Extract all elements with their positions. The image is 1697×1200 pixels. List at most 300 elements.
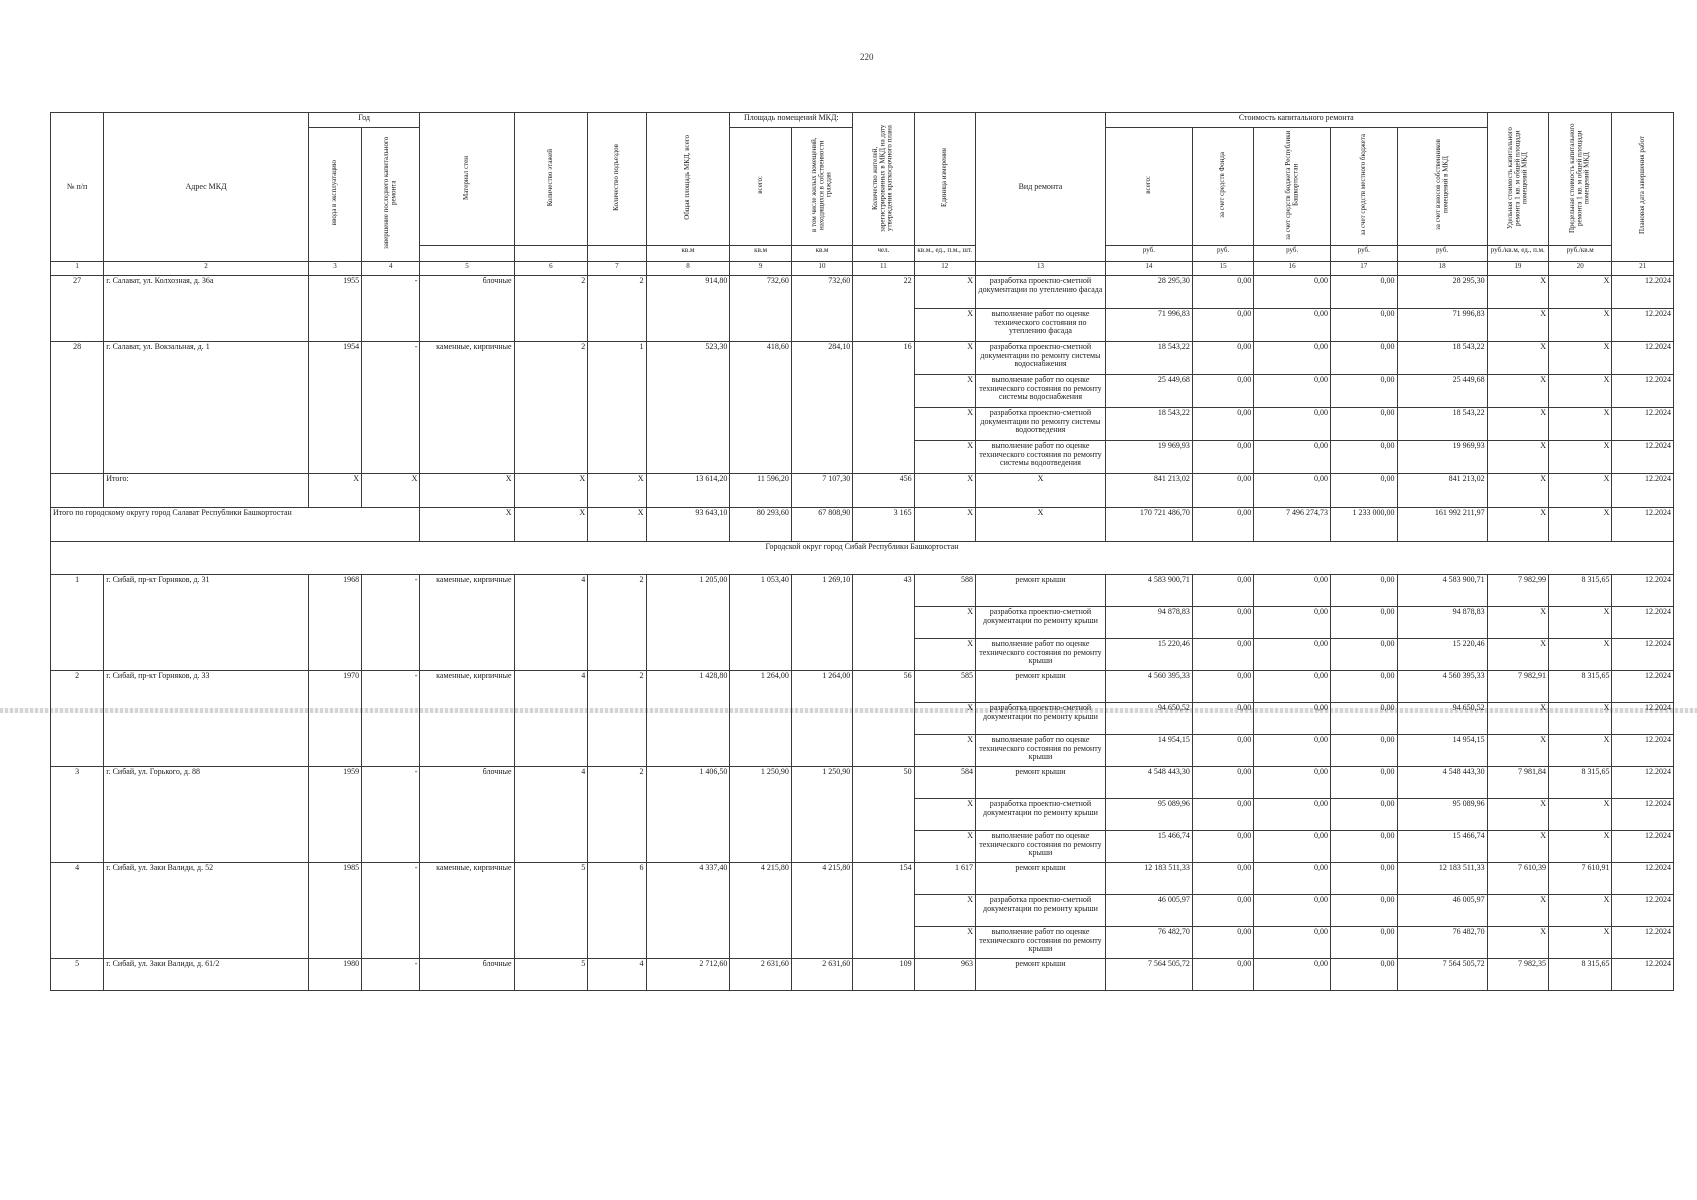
entrances-count: 2 xyxy=(588,670,646,766)
header-cost-local: за счет средств местного бюджета xyxy=(1331,128,1398,246)
row-number: 28 xyxy=(51,341,104,473)
deadline-date: 12.2024 xyxy=(1612,958,1674,990)
deadline-date: 12.2024 xyxy=(1612,798,1674,830)
header-area-all: всего: xyxy=(730,128,791,246)
cost-rb: 0,00 xyxy=(1254,374,1331,407)
deadline-date: 12.2024 xyxy=(1612,670,1674,702)
subtotal-row xyxy=(51,473,1674,507)
total-area: 4 337,40 xyxy=(646,862,730,958)
column-number: 2 xyxy=(104,261,309,275)
specific-cost: X xyxy=(1487,702,1548,734)
area-all: 1 264,00 xyxy=(730,670,791,766)
max-cost: X xyxy=(1549,798,1612,830)
cost-total: 95 089,96 xyxy=(1105,798,1192,830)
column-number: 20 xyxy=(1549,261,1612,275)
x-mark: X xyxy=(975,473,1105,507)
floors-count: 4 xyxy=(514,670,588,766)
city-total-label: Итого по городскому округу город Салават Республики Башкортостан xyxy=(51,507,420,541)
specific-cost: 7 610,39 xyxy=(1487,862,1548,894)
cost-total: 7 564 505,72 xyxy=(1105,958,1192,990)
cost-owners: 28 295,30 xyxy=(1397,275,1487,308)
unit-cell: руб. xyxy=(1254,245,1331,261)
wall-material: каменные, кирпичные xyxy=(420,862,514,958)
column-number: 15 xyxy=(1192,261,1253,275)
cost-total: 4 583 900,71 xyxy=(1105,574,1192,606)
max-cost: 8 315,65 xyxy=(1549,670,1612,702)
residents-count: 22 xyxy=(853,275,914,341)
header-cost-group: Стоимость капитального ремонта xyxy=(1105,113,1487,128)
work-type: разработка проектно-сметной документации по ремонту системы водоотведения xyxy=(975,407,1105,440)
cost-owners: 841 213,02 xyxy=(1397,473,1487,507)
work-type: выполнение работ по оценке технического состояния по ремонту крыши xyxy=(975,926,1105,958)
work-unit: X xyxy=(914,606,975,638)
cost-local: 0,00 xyxy=(1331,374,1398,407)
max-cost: 8 315,65 xyxy=(1549,766,1612,798)
cost-fund: 0,00 xyxy=(1192,341,1253,374)
year-last-repair: - xyxy=(362,574,420,670)
specific-cost: X xyxy=(1487,734,1548,766)
cost-owners: 161 992 211,97 xyxy=(1397,507,1487,541)
cost-total: 94 650,52 xyxy=(1105,702,1192,734)
header-year-last-repair: завершение последнего капитального ремонта xyxy=(362,128,420,262)
cost-local: 0,00 xyxy=(1331,638,1398,670)
x-mark: X xyxy=(1549,473,1612,507)
cost-rb: 0,00 xyxy=(1254,830,1331,862)
cost-total: 4 548 443,30 xyxy=(1105,766,1192,798)
header-cost-owners: за счет взносов собственников помещений в МКД xyxy=(1397,128,1487,246)
specific-cost: X xyxy=(1487,374,1548,407)
cost-local: 0,00 xyxy=(1331,830,1398,862)
max-cost: 7 610,91 xyxy=(1549,862,1612,894)
cost-fund: 0,00 xyxy=(1192,766,1253,798)
cost-owners: 14 954,15 xyxy=(1397,734,1487,766)
work-type: разработка проектно-сметной документации по ремонту крыши xyxy=(975,798,1105,830)
unit-cell xyxy=(588,245,646,261)
total-area: 13 614,20 xyxy=(646,473,730,507)
column-number: 6 xyxy=(514,261,588,275)
deadline-date: 12.2024 xyxy=(1612,894,1674,926)
specific-cost: 7 982,91 xyxy=(1487,670,1548,702)
cost-local: 0,00 xyxy=(1331,670,1398,702)
cost-local: 0,00 xyxy=(1331,766,1398,798)
year-last-repair: - xyxy=(362,958,420,990)
cost-owners: 12 183 511,33 xyxy=(1397,862,1487,894)
cost-fund: 0,00 xyxy=(1192,702,1253,734)
deadline-date: 12.2024 xyxy=(1612,473,1674,507)
column-number: 17 xyxy=(1331,261,1398,275)
work-unit: X xyxy=(914,374,975,407)
specific-cost: X xyxy=(1487,638,1548,670)
residents-count: 109 xyxy=(853,958,914,990)
cost-owners: 94 878,83 xyxy=(1397,606,1487,638)
area-all: 80 293,60 xyxy=(730,507,791,541)
max-cost: X xyxy=(1549,926,1612,958)
max-cost: X xyxy=(1549,734,1612,766)
unit-cell: чел. xyxy=(853,245,914,261)
area-owned: 2 631,60 xyxy=(791,958,852,990)
table-row xyxy=(51,574,1674,606)
x-mark: X xyxy=(588,473,646,507)
unit-cell: кв.м xyxy=(730,245,791,261)
cost-rb: 0,00 xyxy=(1254,958,1331,990)
cost-rb: 0,00 xyxy=(1254,734,1331,766)
header-floors: Количество этажей xyxy=(514,113,588,246)
cost-rb: 0,00 xyxy=(1254,702,1331,734)
specific-cost: X xyxy=(1487,926,1548,958)
section-title: Городской округ город Сибай Республики Башкортостан xyxy=(51,541,1674,574)
cost-fund: 0,00 xyxy=(1192,275,1253,308)
x-mark: X xyxy=(588,507,646,541)
cost-rb: 0,00 xyxy=(1254,440,1331,473)
unit-cell xyxy=(514,245,588,261)
max-cost: X xyxy=(1549,275,1612,308)
column-number: 9 xyxy=(730,261,791,275)
deadline-date: 12.2024 xyxy=(1612,862,1674,894)
wall-material: каменные, кирпичные xyxy=(420,341,514,473)
cost-total: 14 954,15 xyxy=(1105,734,1192,766)
cost-local: 0,00 xyxy=(1331,862,1398,894)
area-owned: 732,60 xyxy=(791,275,852,341)
floors-count: 5 xyxy=(514,958,588,990)
residents-count: 43 xyxy=(853,574,914,670)
area-all: 4 215,80 xyxy=(730,862,791,958)
cost-local: 0,00 xyxy=(1331,341,1398,374)
row-number: 1 xyxy=(51,574,104,670)
x-mark: X xyxy=(362,473,420,507)
register-body xyxy=(51,275,1674,990)
cost-fund: 0,00 xyxy=(1192,473,1253,507)
column-number: 8 xyxy=(646,261,730,275)
header-max-cost: Предельная стоимость капитального ремонта 1 кв. м общей площади помещений МКД xyxy=(1549,113,1612,246)
deadline-date: 12.2024 xyxy=(1612,440,1674,473)
cost-fund: 0,00 xyxy=(1192,830,1253,862)
year-commission: 1968 xyxy=(308,574,361,670)
table-row xyxy=(51,766,1674,798)
area-owned: 1 269,10 xyxy=(791,574,852,670)
cost-rb: 0,00 xyxy=(1254,407,1331,440)
residents-count: 456 xyxy=(853,473,914,507)
header-residents: Количество жителей, зарегистрированных в МКД на дату утверждения краткосрочного плана xyxy=(853,113,914,246)
work-unit: 585 xyxy=(914,670,975,702)
wall-material: блочные xyxy=(420,275,514,341)
work-unit: X xyxy=(914,926,975,958)
area-all: 1 053,40 xyxy=(730,574,791,670)
cost-total: 841 213,02 xyxy=(1105,473,1192,507)
entrances-count: 2 xyxy=(588,275,646,341)
header-wall: Материал стен xyxy=(420,113,514,246)
x-mark: X xyxy=(514,507,588,541)
cost-fund: 0,00 xyxy=(1192,606,1253,638)
work-unit: X xyxy=(914,702,975,734)
row-number: 2 xyxy=(51,670,104,766)
row-number: 27 xyxy=(51,275,104,341)
area-all: 732,60 xyxy=(730,275,791,341)
year-last-repair: - xyxy=(362,766,420,862)
header-cost-all: всего: xyxy=(1105,128,1192,246)
unit-cell xyxy=(420,245,514,261)
entrances-count: 2 xyxy=(588,574,646,670)
cost-owners: 4 583 900,71 xyxy=(1397,574,1487,606)
work-type: разработка проектно-сметной документации по ремонту системы водоснабжения xyxy=(975,341,1105,374)
deadline-date: 12.2024 xyxy=(1612,926,1674,958)
row-number xyxy=(51,473,104,507)
column-number: 5 xyxy=(420,261,514,275)
deadline-date: 12.2024 xyxy=(1612,341,1674,374)
work-type: ремонт крыши xyxy=(975,862,1105,894)
cost-total: 94 878,83 xyxy=(1105,606,1192,638)
cost-rb: 0,00 xyxy=(1254,766,1331,798)
work-type: разработка проектно-сметной документации по ремонту крыши xyxy=(975,606,1105,638)
header-entrances: Количество подъездов xyxy=(588,113,646,246)
column-numbers-row xyxy=(51,261,1674,275)
x-mark: X xyxy=(1549,507,1612,541)
year-commission: 1970 xyxy=(308,670,361,766)
entrances-count: 6 xyxy=(588,862,646,958)
cost-rb: 0,00 xyxy=(1254,862,1331,894)
cost-total: 18 543,22 xyxy=(1105,407,1192,440)
cost-fund: 0,00 xyxy=(1192,374,1253,407)
building-address: г. Сибай, ул. Горького, д. 88 xyxy=(104,766,309,862)
column-number: 4 xyxy=(362,261,420,275)
year-last-repair: - xyxy=(362,275,420,341)
work-type: выполнение работ по оценке технического состояния по ремонту крыши xyxy=(975,638,1105,670)
specific-cost: X xyxy=(1487,798,1548,830)
year-commission: 1955 xyxy=(308,275,361,341)
specific-cost: X xyxy=(1487,606,1548,638)
header-area-group: Площадь помещений МКД: xyxy=(730,113,853,128)
floors-count: 4 xyxy=(514,766,588,862)
table-row xyxy=(51,958,1674,990)
column-number: 21 xyxy=(1612,261,1674,275)
deadline-date: 12.2024 xyxy=(1612,507,1674,541)
work-unit: 588 xyxy=(914,574,975,606)
specific-cost: X xyxy=(1487,830,1548,862)
work-unit: X xyxy=(914,638,975,670)
deadline-date: 12.2024 xyxy=(1612,702,1674,734)
year-commission: 1980 xyxy=(308,958,361,990)
cost-owners: 76 482,70 xyxy=(1397,926,1487,958)
area-all: 418,60 xyxy=(730,341,791,473)
cost-total: 76 482,70 xyxy=(1105,926,1192,958)
residents-count: 56 xyxy=(853,670,914,766)
cost-fund: 0,00 xyxy=(1192,670,1253,702)
cost-fund: 0,00 xyxy=(1192,440,1253,473)
table-row xyxy=(51,862,1674,894)
unit-cell: руб. xyxy=(1331,245,1398,261)
work-unit: 584 xyxy=(914,766,975,798)
header-cost-fund: за счет средств Фонда xyxy=(1192,128,1253,246)
cost-owners: 94 650,52 xyxy=(1397,702,1487,734)
cost-local: 0,00 xyxy=(1331,702,1398,734)
entrances-count: 2 xyxy=(588,766,646,862)
deadline-date: 12.2024 xyxy=(1612,275,1674,308)
cost-rb: 0,00 xyxy=(1254,606,1331,638)
column-number: 10 xyxy=(791,261,852,275)
work-type: ремонт крыши xyxy=(975,574,1105,606)
cost-total: 25 449,68 xyxy=(1105,374,1192,407)
table-row xyxy=(51,670,1674,702)
cost-local: 1 233 000,00 xyxy=(1331,507,1398,541)
column-number: 7 xyxy=(588,261,646,275)
column-number: 12 xyxy=(914,261,975,275)
building-address: г. Салават, ул. Колхозная, д. 36а xyxy=(104,275,309,341)
column-number: 1 xyxy=(51,261,104,275)
column-number: 18 xyxy=(1397,261,1487,275)
column-number: 19 xyxy=(1487,261,1548,275)
max-cost: 8 315,65 xyxy=(1549,574,1612,606)
column-number: 16 xyxy=(1254,261,1331,275)
wall-material: блочные xyxy=(420,766,514,862)
cost-fund: 0,00 xyxy=(1192,798,1253,830)
year-commission: 1959 xyxy=(308,766,361,862)
max-cost: 8 315,65 xyxy=(1549,958,1612,990)
x-mark: X xyxy=(420,473,514,507)
deadline-date: 12.2024 xyxy=(1612,308,1674,341)
deadline-date: 12.2024 xyxy=(1612,830,1674,862)
work-unit: X xyxy=(914,798,975,830)
wall-material: блочные xyxy=(420,958,514,990)
cost-fund: 0,00 xyxy=(1192,574,1253,606)
cost-rb: 0,00 xyxy=(1254,638,1331,670)
row-number: 5 xyxy=(51,958,104,990)
total-area: 93 643,10 xyxy=(646,507,730,541)
specific-cost: 7 981,84 xyxy=(1487,766,1548,798)
total-area: 2 712,60 xyxy=(646,958,730,990)
deadline-date: 12.2024 xyxy=(1612,734,1674,766)
cost-owners: 15 466,74 xyxy=(1397,830,1487,862)
floors-count: 2 xyxy=(514,341,588,473)
work-type: выполнение работ по оценке технического состояния по утеплению фасада xyxy=(975,308,1105,341)
year-last-repair: - xyxy=(362,862,420,958)
max-cost: X xyxy=(1549,341,1612,374)
unit-cell: кв.м xyxy=(646,245,730,261)
city-total-row xyxy=(51,507,1674,541)
work-unit: 963 xyxy=(914,958,975,990)
cost-rb: 0,00 xyxy=(1254,894,1331,926)
cost-total: 170 721 486,70 xyxy=(1105,507,1192,541)
work-type: выполнение работ по оценке технического состояния по ремонту крыши xyxy=(975,830,1105,862)
cost-fund: 0,00 xyxy=(1192,958,1253,990)
area-owned: 4 215,80 xyxy=(791,862,852,958)
specific-cost: X xyxy=(1487,308,1548,341)
total-area: 1 428,80 xyxy=(646,670,730,766)
cost-fund: 0,00 xyxy=(1192,407,1253,440)
header-row-top xyxy=(51,113,1674,128)
row-number: 3 xyxy=(51,766,104,862)
work-type: разработка проектно-сметной документации по ремонту крыши xyxy=(975,894,1105,926)
cost-total: 18 543,22 xyxy=(1105,341,1192,374)
cost-local: 0,00 xyxy=(1331,894,1398,926)
cost-total: 15 220,46 xyxy=(1105,638,1192,670)
cost-rb: 0,00 xyxy=(1254,341,1331,374)
work-unit: X xyxy=(914,734,975,766)
year-last-repair: - xyxy=(362,670,420,766)
unit-cell: руб. xyxy=(1105,245,1192,261)
unit-cell: руб./кв.м xyxy=(1549,245,1612,261)
cost-local: 0,00 xyxy=(1331,473,1398,507)
cost-owners: 71 996,83 xyxy=(1397,308,1487,341)
cost-local: 0,00 xyxy=(1331,275,1398,308)
building-address: г. Сибай, пр-кт Горняков, д. 31 xyxy=(104,574,309,670)
page-number: 220 xyxy=(860,52,874,62)
area-owned: 284,10 xyxy=(791,341,852,473)
max-cost: X xyxy=(1549,638,1612,670)
entrances-count: 1 xyxy=(588,341,646,473)
cost-rb: 0,00 xyxy=(1254,473,1331,507)
deadline-date: 12.2024 xyxy=(1612,407,1674,440)
column-number: 3 xyxy=(308,261,361,275)
total-area: 1 406,50 xyxy=(646,766,730,862)
cost-fund: 0,00 xyxy=(1192,862,1253,894)
cost-total: 28 295,30 xyxy=(1105,275,1192,308)
work-type: ремонт крыши xyxy=(975,958,1105,990)
unit-cell: руб. xyxy=(1192,245,1253,261)
deadline-date: 12.2024 xyxy=(1612,574,1674,606)
area-owned: 1 250,90 xyxy=(791,766,852,862)
specific-cost: X xyxy=(1487,440,1548,473)
header-cost-rb: за счет средств бюджета Республики Башкортостан xyxy=(1254,128,1331,246)
cost-owners: 25 449,68 xyxy=(1397,374,1487,407)
cost-total: 71 996,83 xyxy=(1105,308,1192,341)
header-address: Адрес МКД xyxy=(104,113,309,262)
wall-material: каменные, кирпичные xyxy=(420,670,514,766)
cost-local: 0,00 xyxy=(1331,798,1398,830)
cost-owners: 18 543,22 xyxy=(1397,407,1487,440)
residents-count: 16 xyxy=(853,341,914,473)
specific-cost: X xyxy=(1487,275,1548,308)
residents-count: 3 165 xyxy=(853,507,914,541)
cost-owners: 46 005,97 xyxy=(1397,894,1487,926)
entrances-count: 4 xyxy=(588,958,646,990)
work-type: разработка проектно-сметной документации по утеплению фасада xyxy=(975,275,1105,308)
row-number: 4 xyxy=(51,862,104,958)
header-unit: Единица измерения xyxy=(914,113,975,246)
x-mark: X xyxy=(975,507,1105,541)
cost-rb: 0,00 xyxy=(1254,670,1331,702)
floors-count: 4 xyxy=(514,574,588,670)
work-type: выполнение работ по оценке технического состояния по ремонту системы водоснабжения xyxy=(975,374,1105,407)
cost-local: 0,00 xyxy=(1331,606,1398,638)
year-commission: 1954 xyxy=(308,341,361,473)
cost-rb: 0,00 xyxy=(1254,308,1331,341)
specific-cost: X xyxy=(1487,407,1548,440)
building-address: г. Салават, ул. Вокзальная, д. 1 xyxy=(104,341,309,473)
wall-material: каменные, кирпичные xyxy=(420,574,514,670)
work-unit: X xyxy=(914,308,975,341)
x-mark: X xyxy=(308,473,361,507)
residents-count: 50 xyxy=(853,766,914,862)
table-row xyxy=(51,341,1674,374)
cost-rb: 0,00 xyxy=(1254,574,1331,606)
cost-owners: 18 543,22 xyxy=(1397,341,1487,374)
x-mark: X xyxy=(914,473,975,507)
area-owned: 1 264,00 xyxy=(791,670,852,766)
cost-local: 0,00 xyxy=(1331,440,1398,473)
max-cost: X xyxy=(1549,407,1612,440)
max-cost: X xyxy=(1549,440,1612,473)
cost-owners: 4 560 395,33 xyxy=(1397,670,1487,702)
cost-rb: 7 496 274,73 xyxy=(1254,507,1331,541)
cost-total: 12 183 511,33 xyxy=(1105,862,1192,894)
max-cost: X xyxy=(1549,702,1612,734)
building-address: г. Сибай, ул. Заки Валиди, д. 52 xyxy=(104,862,309,958)
area-all: 2 631,60 xyxy=(730,958,791,990)
cost-local: 0,00 xyxy=(1331,734,1398,766)
specific-cost: 7 982,99 xyxy=(1487,574,1548,606)
cost-local: 0,00 xyxy=(1331,308,1398,341)
specific-cost: 7 982,35 xyxy=(1487,958,1548,990)
specific-cost: X xyxy=(1487,894,1548,926)
